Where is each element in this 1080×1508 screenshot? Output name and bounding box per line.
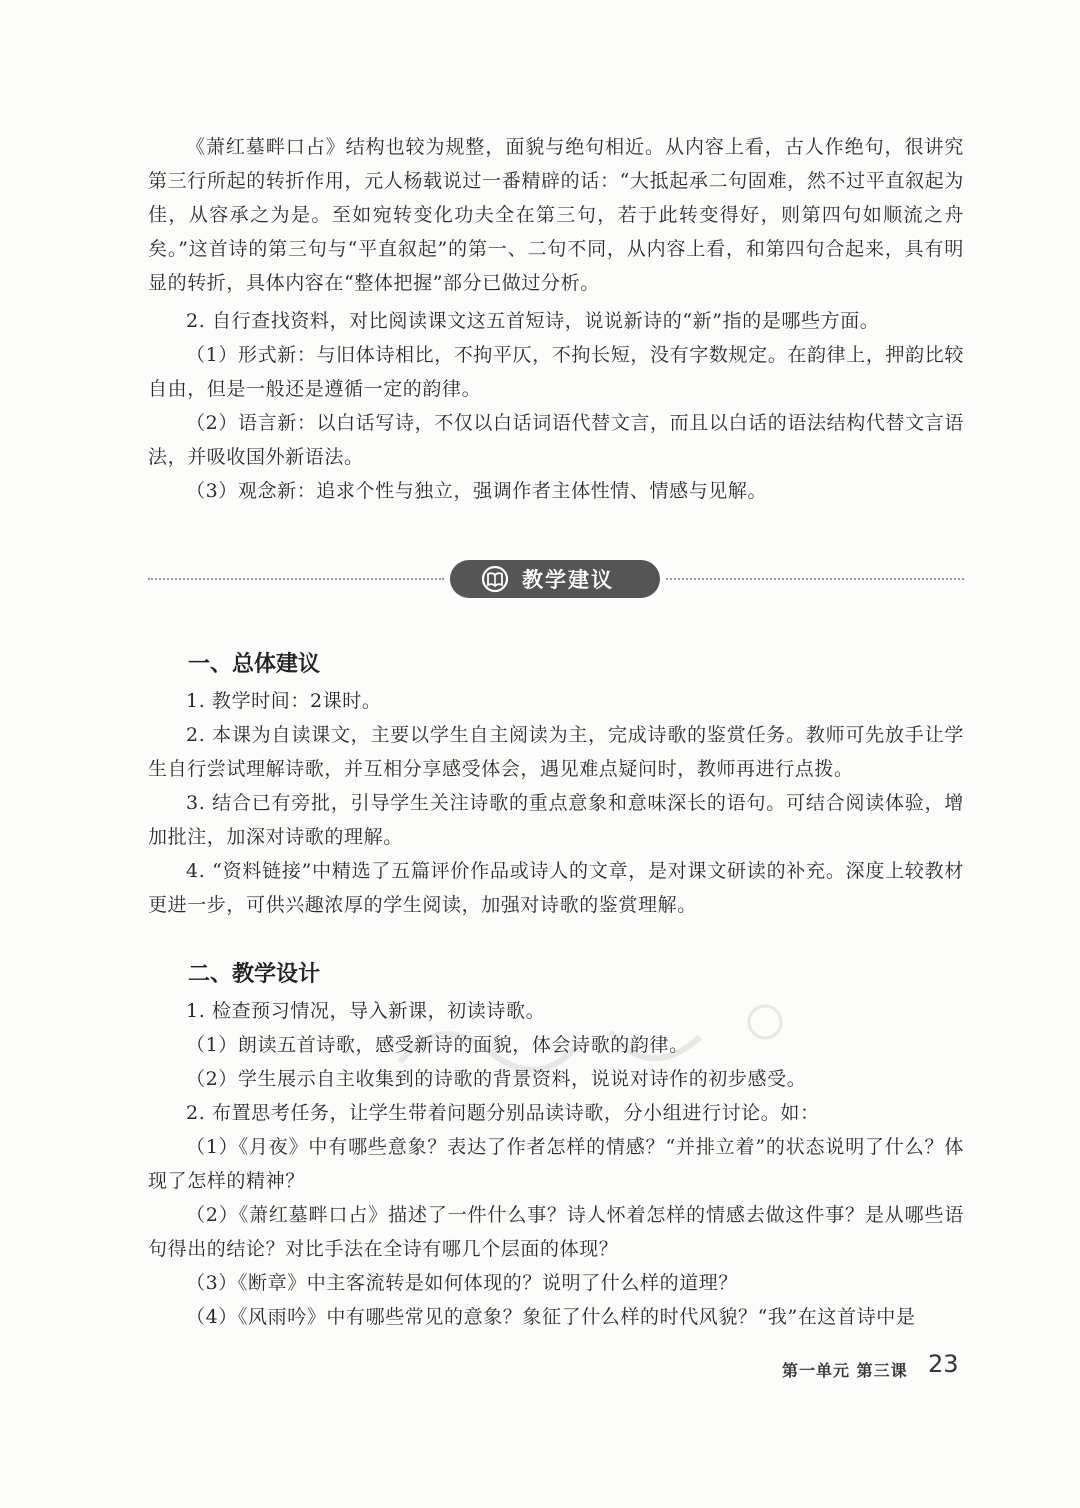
general-item-1: 1. 教学时间：2课时。 (186, 690, 382, 712)
answer-concept-paragraph: （3）观念新：追求个性与独立，强调作者主体性情、情感与见解。 (186, 480, 768, 502)
design-heading: 二、教学设计 (188, 962, 321, 987)
design-item: （3）《断章》中主客流转是如何体现的？说明了什么样的道理？ (186, 1272, 738, 1294)
general-item-3: 3. 结合已有旁批，引导学生关注诗歌的重点意象和意味深长的语句。可结合阅读体验，增加批注，加深对诗歌的理解。 (148, 792, 964, 848)
general-heading: 一、总体建议 (188, 652, 321, 677)
design-item: 2. 布置思考任务，让学生带着问题分别品读诗歌，分小组进行讨论。如： (186, 1102, 820, 1124)
design-item: （1）朗读五首诗歌，感受新诗的面貌，体会诗歌的韵律。 (186, 1034, 689, 1056)
section-divider (148, 560, 964, 600)
design-item: （4）《风雨吟》中有哪些常见的意象？象征了什么样的时代风貌？“我”在这首诗中是 (186, 1306, 916, 1328)
section-badge-label: 教学建议 (522, 568, 614, 592)
section-badge (450, 560, 660, 598)
watermark-logo (380, 1002, 800, 1092)
answer-language-paragraph: （2）语言新：以白话写诗，不仅以白话词语代替文言，而且以白话的语法结构代替文言语法，并吸收国外新语法。 (148, 412, 964, 468)
design-item: （2）学生展示自主收集到的诗歌的背景资料，说说对诗作的初步感受。 (186, 1068, 807, 1090)
design-item: 1. 检查预习情况，导入新课，初读诗歌。 (186, 1000, 546, 1022)
divider-right-dots (666, 578, 964, 580)
answer-form-paragraph: （1）形式新：与旧体诗相比，不拘平仄，不拘长短，没有字数规定。在韵律上，押韵比较自由，但是一般还是遵循一定的韵律。 (148, 344, 964, 400)
divider-left-dots (148, 578, 444, 580)
footer-unit-lesson: 第一单元 第三课 (782, 1361, 908, 1380)
design-item: （1）《月夜》中有哪些意象？表达了作者怎样的情感？“并排立着”的状态说明了什么？体现了怎样的精神？ (148, 1136, 964, 1192)
page-number: 23 (928, 1350, 959, 1378)
general-item-4: 4. “资料链接”中精选了五篇评价作品或诗人的文章，是对课文研读的补充。深度上较教材更进一步，可供兴趣浓厚的学生阅读，加强对诗歌的鉴赏理解。 (148, 860, 964, 916)
continuation-paragraph: 《萧红墓畔口占》结构也较为规整，面貌与绝句相近。从内容上看，古人作绝句，很讲究第三行所起的转折作用，元人杨载说过一番精辟的话：“大抵起承二句固难，然不过平直叙起为佳，从容承之为是。至如宛转变化功夫全在第三句，若于此转变得好，则第四句如顺流之舟矣。”这首诗的第三句与“平直叙起”的第一、二句不同，从内容上看，和第四句合起来，具有明显的转折，具体内容在“整体把握”部分已做过分析。 (148, 136, 964, 294)
book-icon (480, 565, 510, 593)
general-item-2: 2. 本课为自读课文，主要以学生自主阅读为主，完成诗歌的鉴赏任务。教师可先放手让学生自行尝试理解诗歌，并互相分享感受体会，遇见难点疑问时，教师再进行点拨。 (148, 724, 964, 780)
design-item: （2）《萧红墓畔口占》描述了一件什么事？诗人怀着怎样的情感去做这件事？是从哪些语句得出的结论？对比手法在全诗有哪几个层面的体现？ (148, 1204, 964, 1260)
question-2-paragraph: 2. 自行查找资料，对比阅读课文这五首短诗，说说新诗的“新”指的是哪些方面。 (186, 310, 880, 332)
